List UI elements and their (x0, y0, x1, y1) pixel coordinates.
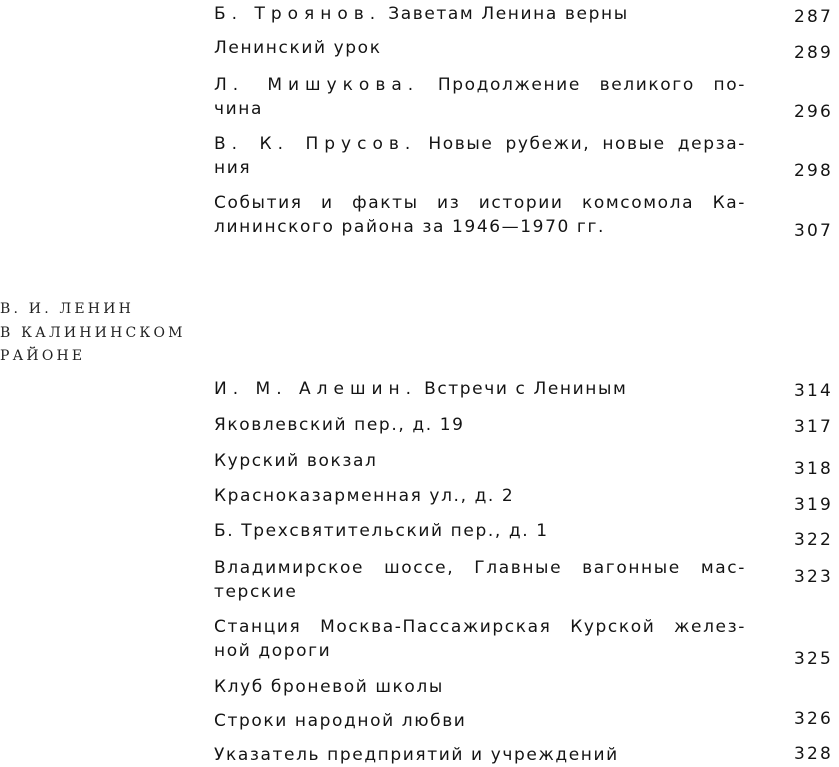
entry-title-line: Указатель предприятий и учреждений (214, 745, 619, 765)
entry-author: И. М. Алешин. (214, 379, 418, 399)
entry-title-line: Б. Трехсвятительский пер., д. 1 (214, 521, 549, 541)
toc-entry-title (214, 377, 746, 401)
toc-entry-title (214, 675, 746, 699)
section-heading-line: В КАЛИНИНСКОМ (0, 324, 186, 341)
entry-author: В. К. Прусов. (214, 134, 417, 154)
entry-title-line: Новые рубежи, новые дерза- (416, 134, 746, 154)
toc-page-number: 322 (793, 530, 833, 550)
toc-page-number: 326 (793, 709, 833, 729)
toc-entry-title (214, 449, 746, 473)
entry-title-line: терские (214, 582, 298, 602)
toc-page-number: 289 (793, 43, 833, 63)
toc-entry-title (214, 413, 746, 437)
toc-entry-title (214, 484, 746, 508)
entry-title-line: лининского района за 1946—1970 гг. (214, 217, 605, 237)
toc-entry-title (214, 519, 746, 543)
section-heading-line: В. И. ЛЕНИН (0, 301, 135, 317)
entry-title-line: Строки народной любви (214, 711, 467, 731)
toc-page-number: 325 (793, 649, 833, 669)
entry-title-line: Заветам Ленина верны (381, 4, 629, 24)
section-heading-line: РАЙОНЕ (0, 348, 86, 364)
toc-page-number: 296 (793, 102, 833, 122)
toc-page-number: 314 (793, 381, 833, 401)
toc-page-number: 317 (793, 417, 833, 437)
entry-title-line: Клуб броневой школы (214, 677, 444, 697)
toc-page-number: 307 (793, 221, 833, 241)
entry-title-line: Яковлевский пер., д. 19 (214, 415, 465, 435)
toc-page-number: 287 (793, 7, 833, 27)
entry-title-line: Владимирское шоссе, Главные вагонные мас- (214, 558, 746, 578)
toc-page-number: 318 (793, 459, 833, 479)
toc-page-number: 323 (793, 567, 833, 587)
toc-page-number: 298 (793, 161, 833, 181)
entry-title-line: ния (214, 158, 252, 178)
entry-title-line: чина (214, 99, 264, 119)
toc-entry-title (214, 36, 746, 60)
toc-entry-title (214, 2, 746, 26)
entry-title-line: Ленинский урок (214, 38, 382, 58)
entry-title-line: Встречи с Лениным (417, 379, 628, 399)
entry-title-line: Красноказарменная ул., д. 2 (214, 486, 515, 506)
toc-page-number: 319 (793, 495, 833, 515)
toc-entry-title (214, 615, 746, 663)
toc-entry-title (214, 132, 746, 180)
toc-entry-title (214, 191, 746, 239)
entry-title-line: События и факты из истории комсомола Ка- (214, 193, 746, 213)
section-heading (0, 298, 186, 369)
toc-entry-title (214, 709, 746, 733)
toc-entry-title (214, 73, 746, 121)
entry-author: Б. Троянов. (214, 4, 382, 24)
toc-entry-title (214, 743, 746, 767)
entry-title-line: Продолжение великого по- (419, 75, 746, 95)
toc-page-number: 328 (793, 744, 833, 764)
entry-title-line: ной дороги (214, 641, 332, 661)
toc-entry-title (214, 556, 746, 604)
entry-title-line: Курский вокзал (214, 451, 378, 471)
entry-title-line: Станция Москва-Пассажирская Курской желез- (214, 617, 746, 637)
entry-author: Л. Мишукова. (214, 75, 420, 95)
